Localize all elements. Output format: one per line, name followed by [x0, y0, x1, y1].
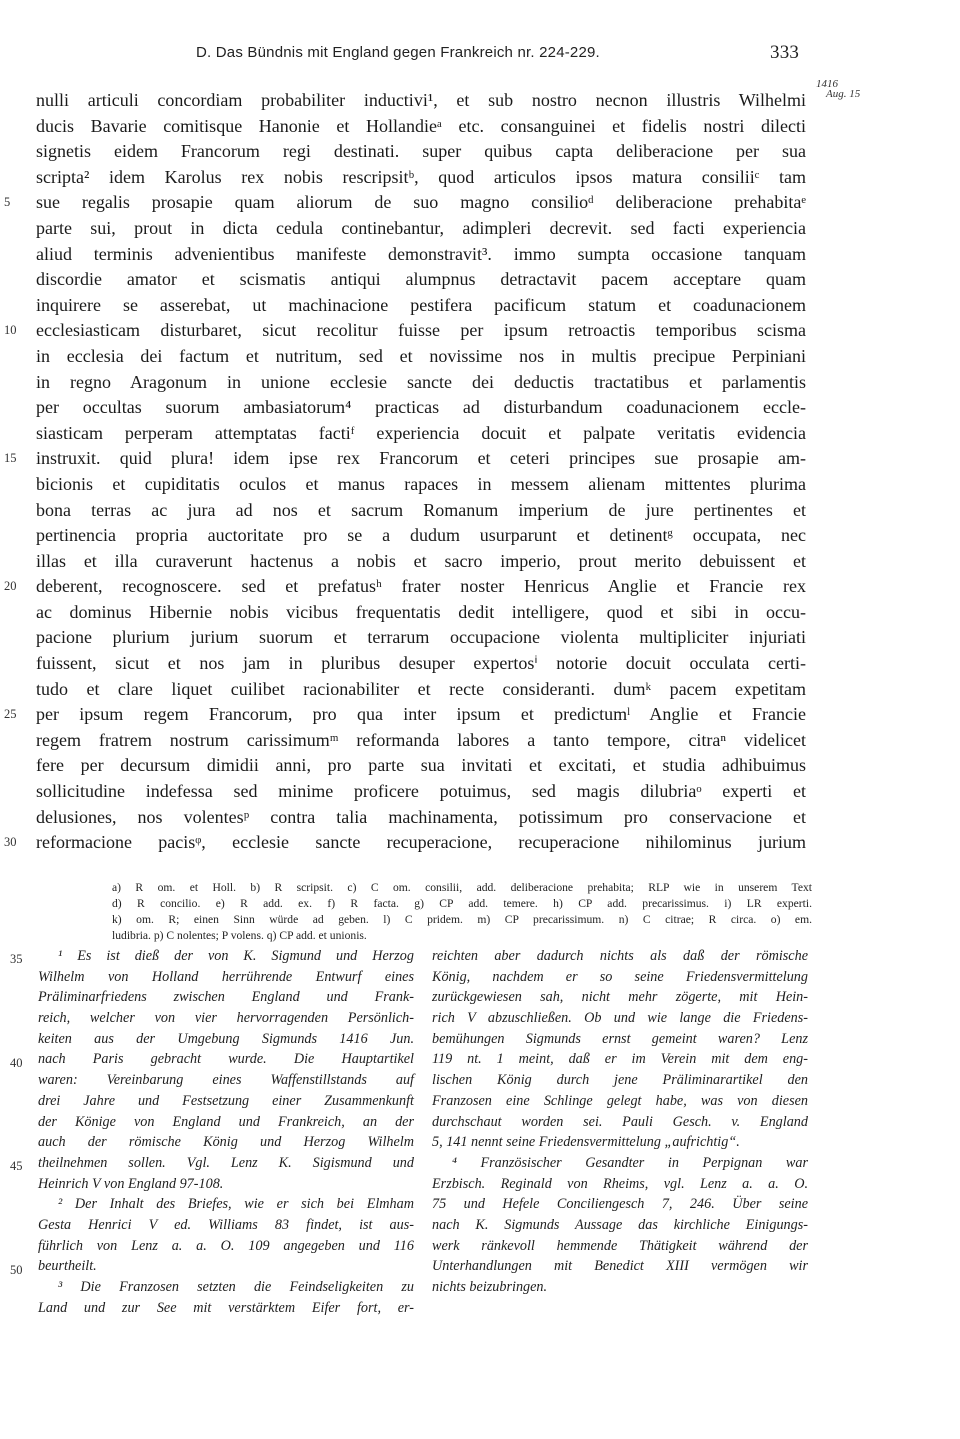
text-line-content: parte sui, prout in dicta cedula continebantur, adimpleri decrevit. sed facti experiencia [36, 217, 806, 238]
footnote-line: ³ Die Franzosen setzten die Feindseligkeiten zu [58, 1279, 414, 1295]
footnote-line: beurtheilt. [38, 1258, 97, 1275]
footnote-line-number: 45 [10, 1159, 23, 1173]
text-line-content: deberent, recognoscere. sed et prefatusʰ frater noster Henricus Anglie et Francie rex [36, 576, 806, 597]
footnote-line: auch der römische König und Herzog Wilhelm [38, 1134, 414, 1151]
text-line-content: pacione plurium jurium suorum et terrarum occupacione violenta multipliciter injuriati [36, 627, 806, 648]
text-line [4, 446, 806, 472]
running-head-title: D. Das Bündnis mit England gegen Frankreich nr. 224-229. [196, 44, 600, 61]
text-line-content: ducis Bavarie comitisque Hanonie et Hollandieᵃ etc. consanguinei et fidelis nostri dilecti [36, 115, 806, 136]
footnote-line: reich, welcher von vier hervorragenden Persönlich- [38, 1010, 414, 1027]
text-line [36, 216, 806, 242]
text-line [36, 421, 806, 447]
text-line [36, 625, 806, 651]
text-line-content: bicionis et cupiditatis oculos et manus rapaces in messem alienam mittentes plurima [36, 473, 806, 494]
footnotes-left-column [38, 946, 414, 1318]
text-line [4, 318, 806, 344]
footnote-line: König, nachdem er so seine Friedensvermittelung [432, 968, 808, 985]
footnote-line: 5, 141 nennt seine Friedensvermittelung „aufrichtig“. [432, 1134, 740, 1151]
footnote-line: reichten aber dadurch nichts als daß der römische [432, 948, 808, 964]
footnote-line: Erzbisch. Reginald von Rheims, vgl. Lenz a. a. O. [432, 1175, 808, 1192]
footnote-line-number: 50 [10, 1262, 23, 1277]
text-line-content: sollicitudine indefessa sed minime proficere potuimus, sed magis dilubriaᵒ experti et [36, 781, 806, 802]
footnote-line: Heinrich V von England 97-108. [38, 1175, 224, 1192]
text-line [36, 549, 806, 575]
line-number: 15 [4, 451, 17, 466]
text-line-content: regem fratrem nostrum carissimumᵐ reformanda labores a tanto tempore, citraⁿ videlicet [36, 729, 806, 750]
footnote-line: der Könige von England und Frankreich, an der [38, 1113, 414, 1130]
footnote-line: Land und zur See mit verstärktem Eifer fort, er- [38, 1299, 414, 1316]
footnote-line: ² Der Inhalt des Briefes, wie er sich bei Elmham [58, 1196, 414, 1213]
footnote-line: nach Paris gebracht wurde. Die Hauptartikel [38, 1051, 414, 1068]
footnote-line: Franzosen eine Schlinge gelegt habe, was von diesen [432, 1092, 808, 1109]
footnote-line: bemühungen Sigmunds ernst gemeint waren? Lenz [432, 1030, 808, 1047]
footnote-line: drei Jahre und Festsetzung einer Zusammenkunft [38, 1092, 414, 1109]
text-line-content: sue regalis prosapie quam aliorum de suo magno consilioᵈ deliberacione prehabitaᵉ [36, 192, 806, 213]
apparatus-line: d) R concilio. e) R add. ex. f) R facta. g) CP add. temere. h) CP add. precarissimus. i) LR experti. [112, 897, 812, 910]
footnote-line: 119 nt. 1 meint, daß er im Verein mit dem eng- [432, 1051, 808, 1068]
line-number: 5 [4, 195, 11, 210]
text-line-content: illas et illa curaverunt hactenus a nobis et sacro imperio, prout merito debuissent et [36, 550, 806, 571]
footnote-line: lischen König durch jene Präliminarartikel den [432, 1072, 808, 1089]
text-line-content: reformacione pacisᵠ, ecclesie sancte recuperacione, recuperacione nihilominus jurium [36, 832, 806, 853]
text-line-content: delusiones, nos volentesᵖ contra talia machinamenta, potissimum pro conservacione et [36, 806, 806, 827]
footnote-line: Wilhelm von Holland herrührende Entwurf eines [38, 968, 414, 985]
footnote-line-number: 40 [10, 1055, 23, 1070]
text-line-content: in ecclesia dei factum et nutritum, sed et novissime nos in multis precipue Perpiniani [36, 345, 806, 366]
footnote-line: werk ränkevoll hemmende Thätigkeit während der [432, 1237, 808, 1254]
footnote-line: Präliminarfriedens zwischen England und Frank- [38, 989, 414, 1006]
text-line [36, 370, 806, 396]
text-line-content: nulli articuli concordiam probabiliter inductivi¹, et sub nostro necnon illustris Wilhelmi [36, 90, 806, 110]
text-line [36, 114, 806, 140]
page-number: 333 [770, 42, 800, 63]
text-line-content: in regno Aragonum in unione ecclesie sancte dei deductis tractatibus et parlamentis [36, 371, 806, 392]
text-line [36, 165, 806, 191]
text-line-content: discordie amator et scismatis antiqui alumpnus detractavit pacem acceptare quam [36, 269, 806, 290]
margin-date-day: Aug. 15 [826, 88, 861, 100]
text-line [36, 88, 806, 114]
text-line [36, 728, 806, 754]
text-line-content: tudo et clare liquet cuilibet racionabiliter et recte consideranti. dumᵏ pacem expetitam [36, 678, 806, 699]
apparatus-line: ludibria. p) C nolentes; P volens. q) CP add. et unionis. [112, 929, 367, 942]
footnote-line: rich V abzuschließen. Ob und wie lange die Friedens- [432, 1010, 808, 1027]
text-line-content: inquirere se asserebat, ut machinacione pestifera pacificum statum et coadunacionem [36, 294, 806, 315]
text-line [36, 677, 806, 703]
text-line [4, 574, 806, 600]
text-line-content: bona terras ac jura ad nos et sacrum Romanum imperium de jure pertinentes et [36, 499, 806, 520]
text-line [36, 139, 806, 165]
text-line-content: ecclesiasticam disturbaret, sicut recolitur fuisse per ipsum retroactis temporibus scisma [36, 320, 806, 341]
text-line [36, 805, 806, 831]
text-line-content: siasticam perperam attemptatas factiᶠ experiencia docuit et palpate veritatis evidencia [36, 422, 806, 443]
line-number: 10 [4, 323, 17, 338]
text-line-content: per ipsum regem Francorum, pro qua inter ipsum et predictumˡ Anglie et Francie [36, 704, 806, 725]
main-text [4, 88, 806, 856]
footnote-line-number: 35 [10, 952, 23, 966]
text-line [36, 267, 806, 293]
line-number: 20 [4, 579, 17, 594]
footnote-line: nichts beizubringen. [432, 1279, 548, 1295]
margin-date-year: 1416 [816, 78, 838, 90]
text-line [36, 293, 806, 319]
footnote-line: nach K. Sigmunds Aussage das kirchliche Einigungs- [432, 1216, 808, 1233]
text-line [36, 242, 806, 268]
footnote-line: durchschaut worden sei. Pauli Gesch. v. England [432, 1113, 808, 1130]
text-line-content: scripta² idem Karolus rex nobis rescripsitᵇ, quod articulos ipsos matura consiliiᶜ tam [36, 166, 806, 187]
text-line [4, 702, 806, 728]
text-line-content: aliud terminis advenientibus manifeste demonstravit³. immo sumpta occasione tanquam [36, 243, 806, 264]
text-line-content: fuissent, sicut et nos jam in pluribus desuper expertosⁱ notorie docuit occulata certi- [36, 653, 806, 674]
text-line [36, 651, 806, 677]
footnote-line: zurückgewiesen sah, nicht mehr zögerte, mit Hein- [432, 989, 808, 1006]
footnote-line: Unterhandlungen mit Benedict XIII vermögen wir [432, 1258, 808, 1275]
footnotes-right-column [432, 946, 808, 1298]
text-line [36, 498, 806, 524]
footnote-line: Gesta Henrici V ed. Williams 83 findet, ist aus- [38, 1216, 414, 1233]
text-line [4, 830, 806, 856]
text-line [36, 779, 806, 805]
text-line [36, 472, 806, 498]
text-line-content: ac dominus Hibernie nobis vicibus frequentatis dedit intelligere, quod et sibi in occu- [36, 601, 806, 622]
apparatus-line: a) R om. et Holl. b) R scripsit. c) C om. consilii, add. deliberacione prehabita; RLP wie in unserem Text [112, 881, 812, 894]
apparatus-line: k) om. R; einen Sinn würde ad geben. l) C pridem. m) CP precarissimum. n) C citrae; R circa. o) em. [112, 913, 812, 926]
text-line [36, 600, 806, 626]
text-line-content: per occultas suorum ambasiatorum⁴ practicas ad disturbandum coadunacionem eccle- [36, 397, 806, 418]
line-number: 25 [4, 707, 17, 722]
text-line [36, 523, 806, 549]
footnote-line: führlich von Lenz a. a. O. 109 angegeben und 116 [38, 1237, 414, 1254]
text-line [36, 753, 806, 779]
text-line [4, 190, 806, 216]
text-line [36, 395, 806, 421]
footnote-line: theilnehmen sollen. Vgl. Lenz K. Sigismund und [38, 1154, 414, 1171]
text-line [36, 344, 806, 370]
text-line-content: signetis eidem Francorum regi destinati. super quibus capta deliberacione per sua [36, 141, 806, 162]
margin-date [812, 78, 882, 100]
footnote-line: keiten aus der Umgebung Sigmunds 1416 Jun. [38, 1030, 414, 1047]
footnote-line: waren: Vereinbarung eines Waffenstillstands auf [38, 1072, 414, 1089]
critical-apparatus [112, 880, 812, 944]
text-line-content: instruxit. quid plura! idem ipse rex Francorum et ceteri principes sue prosapie am- [36, 448, 806, 469]
text-line-content: fere per decursum dimidii anni, pro parte sua invitati et excitati, et studia adhibuimus [36, 755, 806, 776]
footnote-line: ¹ Es ist dieß der von K. Sigmund und Herzog [58, 948, 414, 964]
line-number: 30 [4, 835, 17, 850]
footnote-line: 75 und Hefele Conciliengesch 7, 246. Über seine [432, 1196, 808, 1213]
text-line-content: pertinencia propria auctoritate pro se a dudum usurparunt et detinentᵍ occupata, nec [36, 525, 806, 546]
footnote-line: ⁴ Französischer Gesandter in Perpignan war [452, 1154, 808, 1171]
